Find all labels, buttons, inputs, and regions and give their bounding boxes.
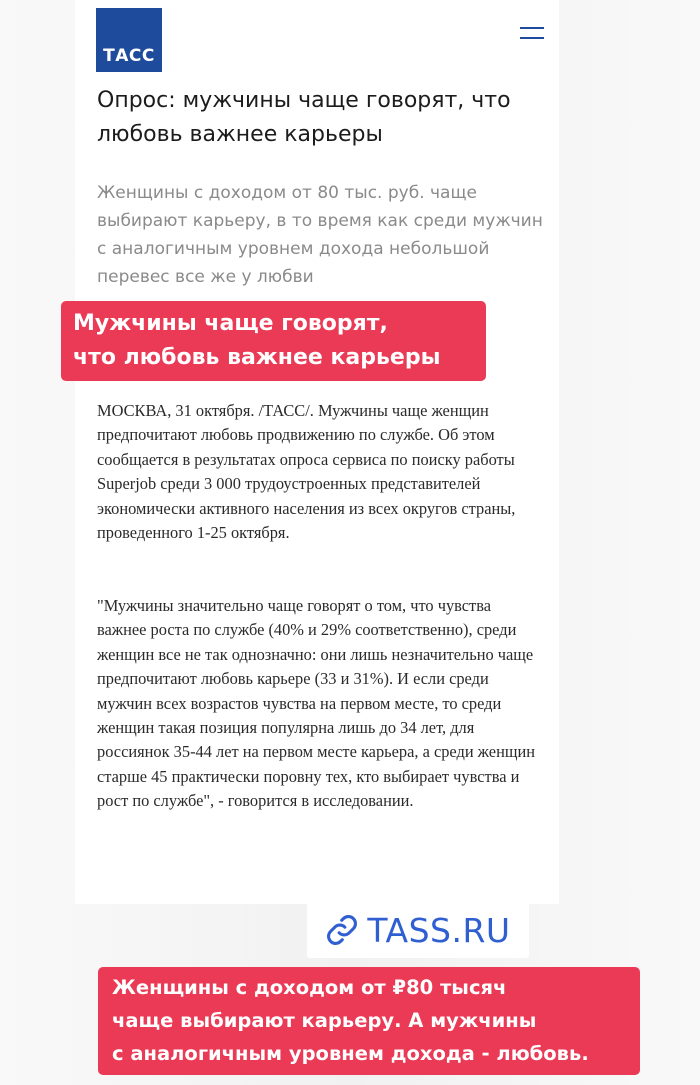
article-paragraph-1: МОСКВА, 31 октября. /ТАСС/. Мужчины чаще женщин предпочитают любовь продвижению по службе. Об этом сообщается в результатах опроса сервиса по поиску работы Superjob среди 3 000 трудоустроенных представителей экономически активного населения из всех округов страны, проведенного 1-25 октября. xyxy=(97,401,516,543)
menu-icon[interactable] xyxy=(520,25,544,43)
menu-icon-bar xyxy=(520,27,544,29)
banner-bottom-line-3: с аналогичным уровнем дохода - любовь. xyxy=(112,1042,589,1065)
tass-logo[interactable] xyxy=(96,8,162,72)
link-icon xyxy=(325,913,359,947)
banner-bottom-line-1: Женщины с доходом от ₽80 тысяч xyxy=(112,976,507,999)
banner-top-line-1: Мужчины чаще говорят, xyxy=(73,311,388,336)
article-paragraph-2: "Мужчины значительно чаще говорят о том, что чувства важнее роста по службе (40% и 29% соответственно), среди женщин все не так однозначно: они лишь незначительно чаще предпочитают любовь карьере (33 и 31%). И если среди мужчин всех возрастов чувства на первом месте, то среди женщин такая позиция популярна лишь до 34 лет, для россиянок 35-44 лет на первом месте карьера, а среди женщин старше 45 практически поровну тех, кто выбирает чувства и рост по службе", - говорится в исследовании. xyxy=(97,596,536,811)
logo-text: ТАСС xyxy=(103,46,155,66)
banner-top-line-2: что любовь важнее карьеры xyxy=(73,345,441,370)
tass-link-sticker[interactable] xyxy=(307,902,529,958)
overlay-banner-top xyxy=(61,301,486,381)
article-headline: Опрос: мужчины чаще говорят, что любовь важнее карьеры xyxy=(97,88,511,147)
menu-icon-bar xyxy=(520,37,544,39)
link-text: TASS.RU xyxy=(367,910,511,950)
overlay-banner-bottom xyxy=(98,967,640,1075)
banner-bottom-line-2: чаще выбирают карьеру. А мужчины xyxy=(112,1009,537,1032)
article-lead: Женщины с доходом от 80 тыс. руб. чаще выбирают карьеру, в то время как среди мужчин с аналогичным уровнем дохода небольшой перевес все же у любви xyxy=(97,183,543,287)
